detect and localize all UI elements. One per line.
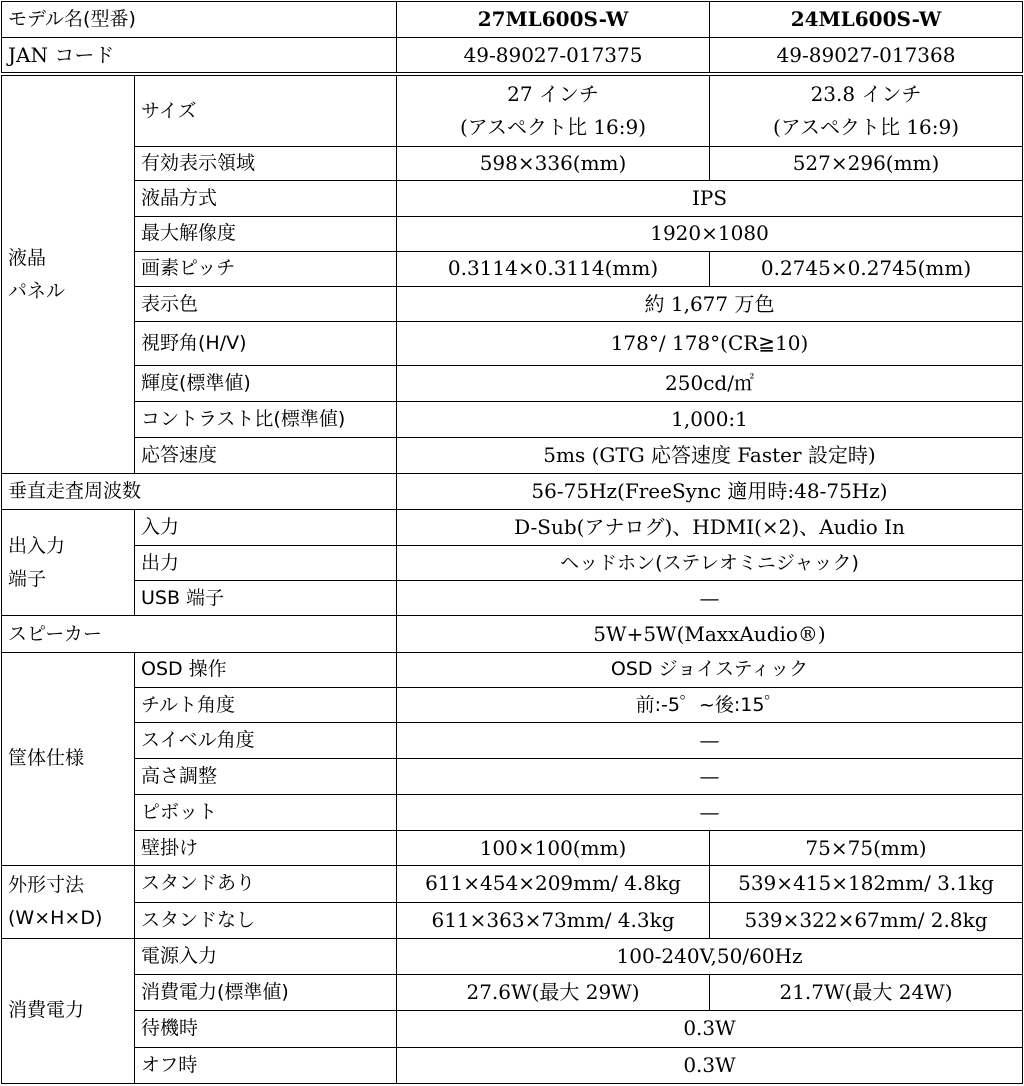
- table-row: [2, 147, 1023, 181]
- table-row: [2, 438, 1023, 474]
- table-row: [2, 251, 1023, 286]
- area-label: 有効表示領域: [135, 147, 397, 181]
- osd-label: OSD 操作: [135, 652, 397, 687]
- size-label: サイズ: [135, 74, 397, 147]
- table-row: [2, 322, 1023, 365]
- pitch-label: 画素ピッチ: [135, 251, 397, 286]
- power-typ-label: 消費電力(標準値): [135, 975, 397, 1011]
- table-row: [2, 866, 1023, 902]
- table-row: [2, 759, 1023, 794]
- standby-value: 0.3W: [397, 1011, 1023, 1047]
- power-typ-27: 27.6W(最大 29W): [397, 975, 710, 1011]
- osd-value: OSD ジョイスティック: [397, 652, 1023, 687]
- table-row: [2, 581, 1023, 616]
- without-stand-24: 539×322×67mm/ 2.8kg: [710, 902, 1023, 938]
- pivot-value: —: [397, 794, 1023, 830]
- table-row: [2, 652, 1023, 687]
- without-stand-label: スタンドなし: [135, 902, 397, 938]
- swivel-value: —: [397, 723, 1023, 759]
- table-row: [2, 74, 1023, 147]
- table-row: [2, 2, 1023, 38]
- table-row: [2, 1011, 1023, 1047]
- wall-27: 100×100(mm): [397, 830, 710, 865]
- table-row: [2, 38, 1023, 74]
- group-power: 消費電力: [2, 938, 135, 1083]
- pivot-label: ピボット: [135, 794, 397, 830]
- standby-label: 待機時: [135, 1011, 397, 1047]
- table-row: [2, 794, 1023, 830]
- jan-27: 49-89027-017375: [397, 38, 710, 74]
- swivel-label: スイベル角度: [135, 723, 397, 759]
- speaker-label: スピーカー: [2, 616, 397, 652]
- speaker-value: 5W+5W(MaxxAudio®): [397, 616, 1023, 652]
- in-label: 入力: [135, 509, 397, 545]
- with-stand-label: スタンドあり: [135, 866, 397, 902]
- without-stand-27: 611×363×73mm/ 4.3kg: [397, 902, 710, 938]
- model-27: 27ML600S-W: [397, 2, 710, 38]
- out-label: 出力: [135, 545, 397, 580]
- spec-table: [1, 1, 1023, 1084]
- pitch-27: 0.3114×0.3114(mm): [397, 251, 710, 286]
- vfreq-label: 垂直走査周波数: [2, 474, 397, 509]
- view-value: 178°/ 178°(CR≧10): [397, 322, 1023, 365]
- off-value: 0.3W: [397, 1047, 1023, 1083]
- with-stand-24: 539×415×182mm/ 3.1kg: [710, 866, 1023, 902]
- res-value: 1920×1080: [397, 216, 1023, 251]
- response-value: 5ms (GTG 応答速度 Faster 設定時): [397, 438, 1023, 474]
- area-27: 598×336(mm): [397, 147, 710, 181]
- table-row: [2, 616, 1023, 652]
- table-row: [2, 181, 1023, 216]
- res-label: 最大解像度: [135, 216, 397, 251]
- usb-label: USB 端子: [135, 581, 397, 616]
- in-value: D-Sub(アナログ)、HDMI(×2)、Audio In: [397, 509, 1023, 545]
- group-io: 出入力 端子: [2, 509, 135, 616]
- table-row: [2, 509, 1023, 545]
- out-value: ヘッドホン(ステレオミニジャック): [397, 545, 1023, 580]
- table-row: [2, 365, 1023, 401]
- table-row: [2, 1047, 1023, 1083]
- group-chassis: 筐体仕様: [2, 652, 135, 866]
- view-label: 視野角(H/V): [135, 322, 397, 365]
- table-row: [2, 474, 1023, 509]
- table-row: [2, 975, 1023, 1011]
- wall-label: 壁掛け: [135, 830, 397, 865]
- tilt-value: 前:-5゜~後:15゜: [397, 687, 1023, 722]
- height-value: —: [397, 759, 1023, 794]
- bright-value: 250cd/㎡: [397, 365, 1023, 401]
- group-panel: 液晶 パネル: [2, 74, 135, 474]
- table-row: [2, 723, 1023, 759]
- bright-label: 輝度(標準値): [135, 365, 397, 401]
- table-row: [2, 401, 1023, 437]
- table-row: [2, 287, 1023, 322]
- power-input-label: 電源入力: [135, 938, 397, 974]
- table-row: [2, 216, 1023, 251]
- vfreq-value: 56-75Hz(FreeSync 適用時:48-75Hz): [397, 474, 1023, 509]
- power-input-value: 100-240V,50/60Hz: [397, 938, 1023, 974]
- type-label: 液晶方式: [135, 181, 397, 216]
- area-24: 527×296(mm): [710, 147, 1023, 181]
- model-label: モデル名(型番): [2, 2, 397, 38]
- colors-label: 表示色: [135, 287, 397, 322]
- response-label: 応答速度: [135, 438, 397, 474]
- pitch-24: 0.2745×0.2745(mm): [710, 251, 1023, 286]
- colors-value: 約 1,677 万色: [397, 287, 1023, 322]
- with-stand-27: 611×454×209mm/ 4.8kg: [397, 866, 710, 902]
- table-row: [2, 902, 1023, 938]
- table-row: [2, 687, 1023, 722]
- power-typ-24: 21.7W(最大 24W): [710, 975, 1023, 1011]
- usb-value: —: [397, 581, 1023, 616]
- size-27: 27 インチ (アスペクト比 16:9): [397, 74, 710, 147]
- jan-24: 49-89027-017368: [710, 38, 1023, 74]
- table-row: [2, 545, 1023, 580]
- contrast-label: コントラスト比(標準値): [135, 401, 397, 437]
- height-label: 高さ調整: [135, 759, 397, 794]
- model-24: 24ML600S-W: [710, 2, 1023, 38]
- off-label: オフ時: [135, 1047, 397, 1083]
- contrast-value: 1,000:1: [397, 401, 1023, 437]
- tilt-label: チルト角度: [135, 687, 397, 722]
- type-value: IPS: [397, 181, 1023, 216]
- table-row: [2, 938, 1023, 974]
- jan-label: JAN コード: [2, 38, 397, 74]
- size-24: 23.8 インチ (アスペクト比 16:9): [710, 74, 1023, 147]
- group-dims: 外形寸法 (W×H×D): [2, 866, 135, 939]
- wall-24: 75×75(mm): [710, 830, 1023, 865]
- table-row: [2, 830, 1023, 865]
